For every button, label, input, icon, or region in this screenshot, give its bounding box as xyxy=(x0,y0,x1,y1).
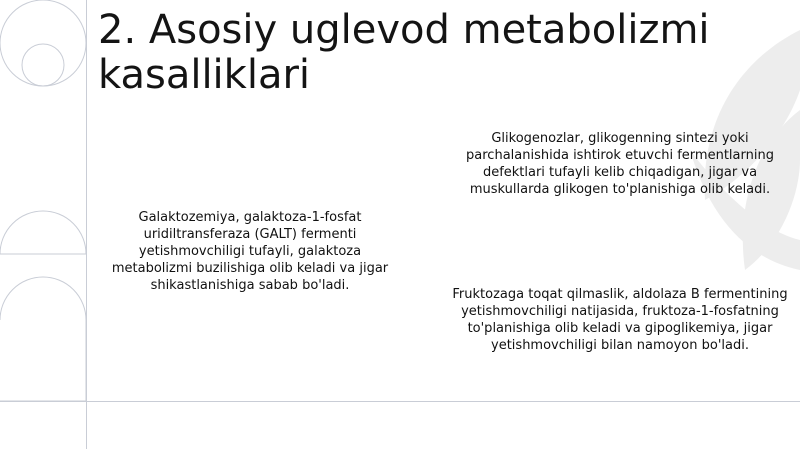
arc-upper xyxy=(0,211,86,254)
paragraph-fructose-intolerance: Fruktozaga toqat qilmaslik, aldolaza B fermentining yetishmovchiligi natijasida, fruktoza-1-fosfatning to'planishiga olib keladi va gipoglikemiya, jigar yetishmovchiligi bilan namoyon bo'ladi. xyxy=(452,287,788,353)
paragraph-glycogenoses: Glikogenozlar, glikogenning sintezi yoki parchalanishida ishtirok etuvchi fermentlarning defektlari tufayli kelib chiqadigan, jigar va muskullarda glikogen to'planishiga olib keladi. xyxy=(466,131,774,197)
circle-outline-small xyxy=(22,44,64,86)
paragraph-galactosemia: Galaktozemiya, galaktoza-1-fosfat uridiltransferaza (GALT) fermenti yetishmovchiligi tufayli, galaktoza metabolizmi buzilishiga olib keladi va jigar shikastlanishiga sabab bo'ladi. xyxy=(111,210,389,293)
slide-title: 2. Asosiy uglevod metabolizmi kasalliklari xyxy=(98,7,710,98)
arc-lower xyxy=(0,277,86,401)
circle-outline-large xyxy=(0,0,86,86)
